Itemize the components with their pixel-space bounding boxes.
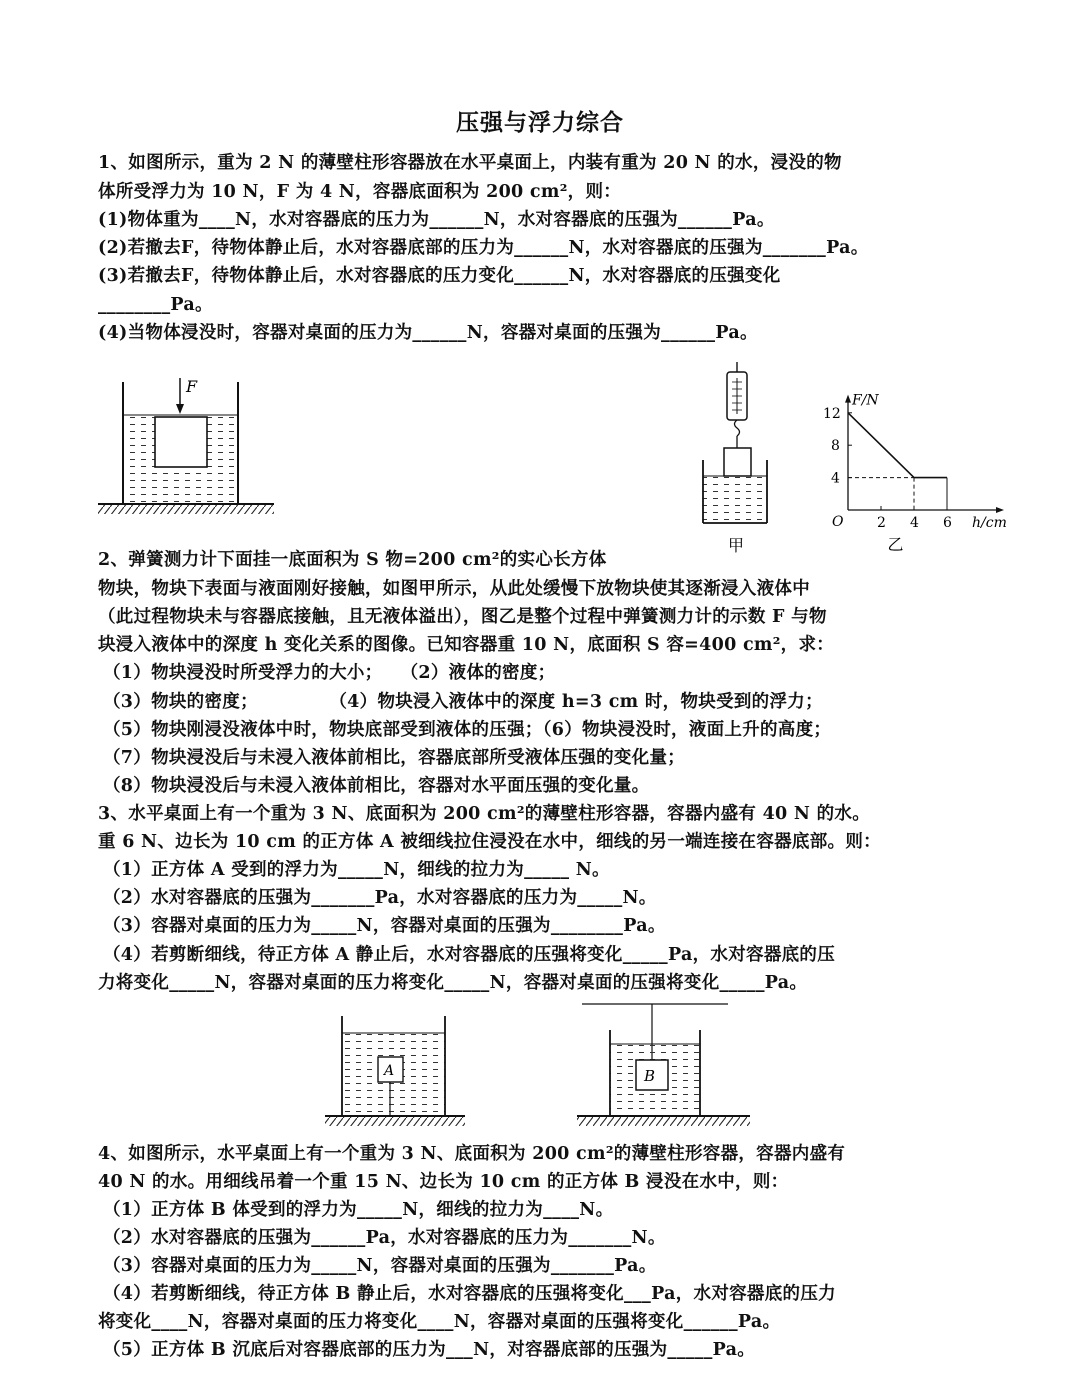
q2-line-6: （3）物块的密度； （4）物块浸入液体中的深度 h=3 cm 时，物块受到的浮力； <box>103 692 823 712</box>
y-axis-arrow <box>845 395 851 403</box>
q4-line-7: 将变化____N，容器对桌面的压力将变化____N，容器对桌面的压强将变化______Pa。 <box>98 1312 781 1332</box>
q1-line-3: (1)物体重为____N，水对容器底的压力为______N，水对容器底的压强为______Pa。 <box>98 210 775 230</box>
y-tick-label: 12 <box>823 405 841 422</box>
page-title: 压强与浮力综合 <box>456 109 624 136</box>
q4-line-8: （5）正方体 B 沉底后对容器底部的压力为___N，对容器底部的压强为_____Pa。 <box>103 1340 756 1360</box>
q4-line-5: （3）容器对桌面的压力为_____N，容器对桌面的压强为_______Pa。 <box>103 1256 657 1276</box>
table-hatch <box>325 1117 465 1126</box>
q2-figure-jia <box>690 362 780 560</box>
label-jia: 甲 <box>728 536 745 555</box>
q1-line-2: 体所受浮力为 10 N，F 为 4 N，容器底面积为 200 cm²，则： <box>98 182 622 202</box>
q1-line-5: (3)若撤去F，待物体静止后，水对容器底的压力变化______N，水对容器底的压强变化 <box>98 266 781 286</box>
water <box>703 476 767 523</box>
y-tick-label: 4 <box>831 470 840 487</box>
table-hatch <box>577 1117 750 1126</box>
label-a: A <box>384 1063 395 1079</box>
q3-line-3: （1）正方体 A 受到的浮力为_____N，细线的拉力为_____ N。 <box>103 860 610 880</box>
q2-line-7: （5）物块刚浸没液体中时，物块底部受到液体的压强；（6）物块浸没时，液面上升的高度； <box>103 720 832 740</box>
label-yi: 乙 <box>887 535 904 554</box>
y-tick-label: 8 <box>831 438 840 455</box>
y-axis-label: F/N <box>852 392 879 409</box>
block <box>724 448 751 476</box>
q4-line-6: （4）若剪断细线，待正方体 B 静止后，水对容器底的压强将变化___Pa，水对容器底的压力 <box>103 1284 836 1304</box>
q3-line-7: 力将变化_____N，容器对桌面的压力将变化_____N，容器对桌面的压强将变化_____Pa。 <box>98 973 808 993</box>
x-axis-label: h/cm <box>972 515 1007 531</box>
q2-line-1: 2、弹簧测力计下面挂一底面积为 S 物=200 cm²的实心长方体 <box>98 550 607 570</box>
q2-line-4: 块浸入液体中的深度 h 变化关系的图像。已知容器重 10 N，底面积 S 容=400 cm²，求： <box>98 635 835 655</box>
q3-line-4: （2）水对容器底的压强为_______Pa，水对容器底的压力为_____N。 <box>103 888 657 908</box>
q4-line-4: （2）水对容器底的压强为______Pa，水对容器底的压力为_______N。 <box>103 1228 666 1248</box>
block <box>155 417 207 467</box>
series-line <box>848 413 947 478</box>
q3-line-2: 重 6 N、边长为 10 cm 的正方体 A 被细线拉住浸没在水中，细线的另一端连接在容器底部。则： <box>98 832 881 852</box>
q4-line-3: （1）正方体 B 体受到的浮力为_____N，细线的拉力为____N。 <box>103 1200 614 1220</box>
q2-line-2: 物块，物块下表面与液面刚好接触，如图甲所示，从此处缓慢下放物块使其逐渐浸入液体中 <box>98 579 810 599</box>
label-b: B <box>644 1067 656 1085</box>
q2-line-5: （1）物块浸没时所受浮力的大小； （2）液体的密度； <box>103 663 556 683</box>
q2-figure-yi <box>810 388 1007 558</box>
q1-figure <box>96 372 281 517</box>
q3-line-6: （4）若剪断细线，待正方体 A 静止后，水对容器底的压强将变化_____Pa，水对容器底的压 <box>103 945 836 965</box>
q1-line-7: (4)当物体浸没时，容器对桌面的压力为______N，容器对桌面的压强为______Pa。 <box>98 323 758 343</box>
q3-figure <box>322 1010 472 1130</box>
q4-figure <box>572 1000 757 1130</box>
q2-line-8: （7）物块浸没后与未浸入液体前相比，容器底部所受液体压强的变化量； <box>103 748 686 768</box>
q1-line-1: 1、如图所示，重为 2 N 的薄壁柱形容器放在水平桌面上，内装有重为 20 N 的水，浸没的物 <box>98 153 842 173</box>
f-h-graph <box>810 388 1007 558</box>
force-label: F <box>186 377 198 396</box>
table-hatch <box>98 505 274 514</box>
q2-line-9: （8）物块浸没后与未浸入液体前相比，容器对水平面压强的变化量。 <box>103 776 650 796</box>
q2-line-3: （此过程物块未与容器底接触，且无液体溢出），图乙是整个过程中弹簧测力计的示数 F 与物 <box>98 607 827 627</box>
x-axis-arrow <box>996 507 1004 513</box>
q1-line-6: ________Pa。 <box>98 295 213 315</box>
q1-line-4: (2)若撤去F，待物体静止后，水对容器底部的压力为______N，水对容器底的压强为_______Pa。 <box>98 238 869 258</box>
q4-line-1: 4、如图所示，水平桌面上有一个重为 3 N、底面积为 200 cm²的薄壁柱形容器，容器内盛有 <box>98 1144 846 1164</box>
x-tick-label: 4 <box>910 515 919 531</box>
origin-label: O <box>832 514 844 530</box>
q3-line-5: （3）容器对桌面的压力为_____N，容器对桌面的压强为________Pa。 <box>103 916 666 936</box>
x-tick-label: 6 <box>943 515 952 531</box>
q3-line-1: 3、水平桌面上有一个重为 3 N、底面积为 200 cm²的薄壁柱形容器，容器内盛有 40 N 的水。 <box>98 804 871 824</box>
q4-line-2: 40 N 的水。用细线吊着一个重 15 N、边长为 10 cm 的正方体 B 浸没在水中，则： <box>98 1172 789 1192</box>
x-tick-label: 2 <box>877 515 886 531</box>
